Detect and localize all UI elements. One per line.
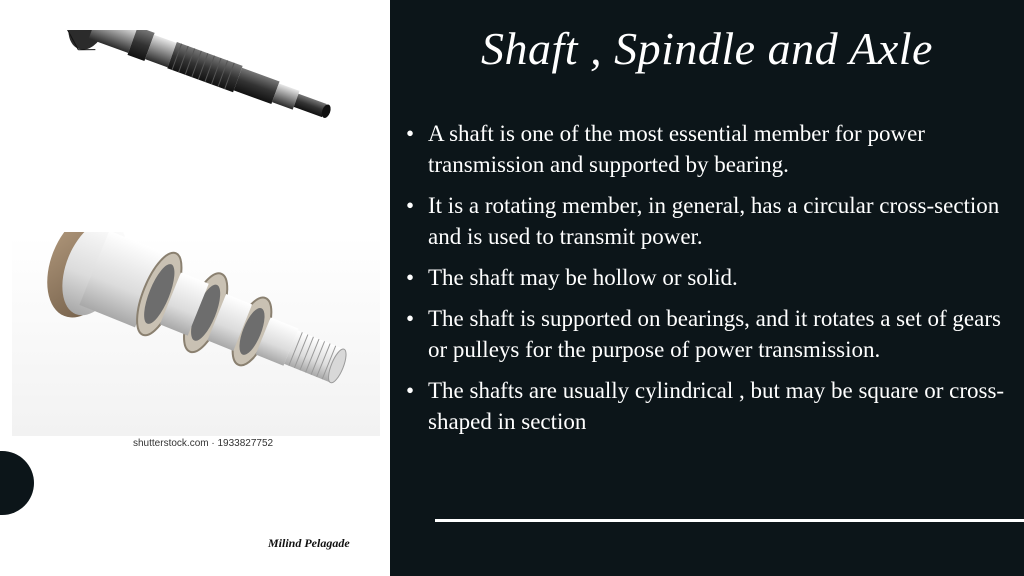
bullet-item	[404, 118, 1014, 180]
bullet-item	[404, 303, 1014, 365]
bullet-dot-icon: •	[406, 265, 415, 290]
slide-title: Shaft , Spindle and Axle	[481, 23, 933, 74]
bullet-item	[404, 262, 1014, 293]
divider-line	[435, 519, 1024, 522]
bullet-dot-icon: •	[406, 306, 415, 331]
image-watermark: shutterstock.com · 1933827752	[133, 438, 274, 449]
splined-shaft-image	[38, 30, 348, 170]
bullet-text: A shaft is one of the most essential member for power transmission and supported by bearing.	[428, 121, 925, 177]
bullet-list	[404, 118, 1014, 447]
bullet-dot-icon: •	[406, 378, 415, 403]
bullet-dot-icon: •	[406, 193, 415, 218]
bearing-shaft-image	[20, 232, 380, 432]
bullet-item	[404, 375, 1014, 437]
author-name: Milind Pelagade	[268, 536, 350, 550]
bullet-text: The shaft may be hollow or solid.	[428, 265, 738, 290]
bullet-text: The shafts are usually cylindrical , but may be square or cross-shaped in section	[428, 378, 1005, 434]
bullet-text: It is a rotating member, in general, has a circular cross-section and is used to transmit power.	[428, 193, 1000, 249]
decorative-circle	[0, 451, 34, 515]
bullet-dot-icon: •	[406, 121, 415, 146]
bullet-text: The shaft is supported on bearings, and it rotates a set of gears or pulleys for the purpose of power transmission.	[428, 306, 1001, 362]
left-image-panel	[0, 0, 390, 576]
content-panel	[390, 0, 1024, 576]
bullet-item	[404, 190, 1014, 252]
